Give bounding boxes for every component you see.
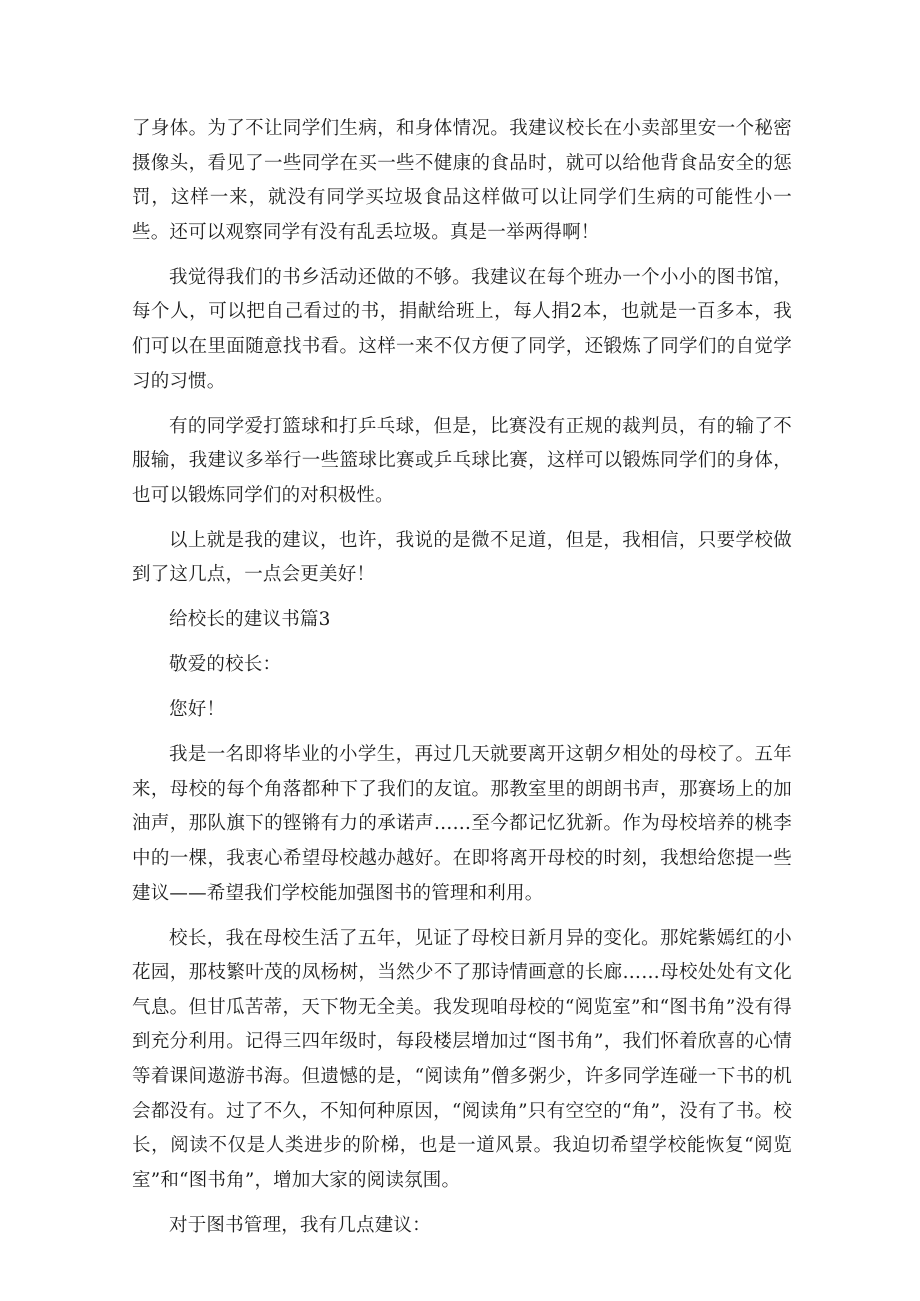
paragraph-10: 对于图书管理，我有几点建议： — [169, 1214, 431, 1236]
paragraph-3: 有的同学爱打篮球和打乒乓球，但是，比赛没有正规的裁判员，有的输了不服输，我建议多举行一些篮球比赛或乒乓球比赛，这样可以锻炼同学们的身体，也可以锻炼同学们的对积极性。 — [132, 415, 792, 506]
document-body — [132, 112, 792, 1254]
salutation: 敬爱的校长： — [169, 654, 282, 676]
greeting: 您好！ — [169, 699, 226, 721]
paragraph-1: 了身体。为了不让同学们生病，和身体情况。我建议校长在小卖部里安一个秘密摄像头，看见了一些同学在买一些不健康的食品时，就可以给他背食品安全的惩罚，这样一来，就没有同学买垃圾食品这样做可以让同学们生病的可能性小一些。还可以观察同学有没有乱丢垃圾。真是一举两得啊！ — [132, 118, 792, 243]
paragraph-4: 以上就是我的建议，也许，我说的是微不足道，但是，我相信，只要学校做到了这几点，一点会更美好！ — [132, 529, 792, 586]
paragraph-9: 校长，我在母校生活了五年，见证了母校日新月异的变化。那姹紫嫣红的小花园，那枝繁叶茂的凤杨树，当然少不了那诗情画意的长廊……母校处处有文化气息。但甘瓜苦蒂，天下物无全美。我发现咱母校的“阅览室”和“图书角”没有得到充分利用。记得三四年级时，每段楼层增加过“图书角”，我们怀着欣喜的心情等着课间遨游书海。但遗憾的是，“阅读角”僧多粥少，许多同学连碰一下书的机会都没有。过了不久，不知何种原因，“阅读角”只有空空的“角”，没有了书。校长，阅读不仅是人类进步的阶梯，也是一道风景。我迫切希望学校能恢复“阅览室”和“图书角”，增加大家的阅读氛围。 — [132, 927, 792, 1191]
section-heading: 给校长的建议书篇3 — [169, 609, 331, 631]
paragraph-8: 我是一名即将毕业的小学生，再过几天就要离开这朝夕相处的母校了。五年来，母校的每个角落都种下了我们的友谊。那教室里的朗朗书声，那赛场上的加油声，那队旗下的铿锵有力的承诺声……至今都记忆犹新。作为母校培养的桃李中的一棵，我衷心希望母校越办越好。在即将离开母校的时刻，我想给您提一些建议——希望我们学校能加强图书的管理和利用。 — [132, 744, 792, 904]
paragraph-2: 我觉得我们的书乡活动还做的不够。我建议在每个班办一个小小的图书馆，每个人，可以把自己看过的书，捐献给班上，每人捐2本，也就是一百多本，我们可以在里面随意找书看。这样一来不仅方便了同学，还锻炼了同学们的自觉学习的习惯。 — [132, 266, 792, 392]
